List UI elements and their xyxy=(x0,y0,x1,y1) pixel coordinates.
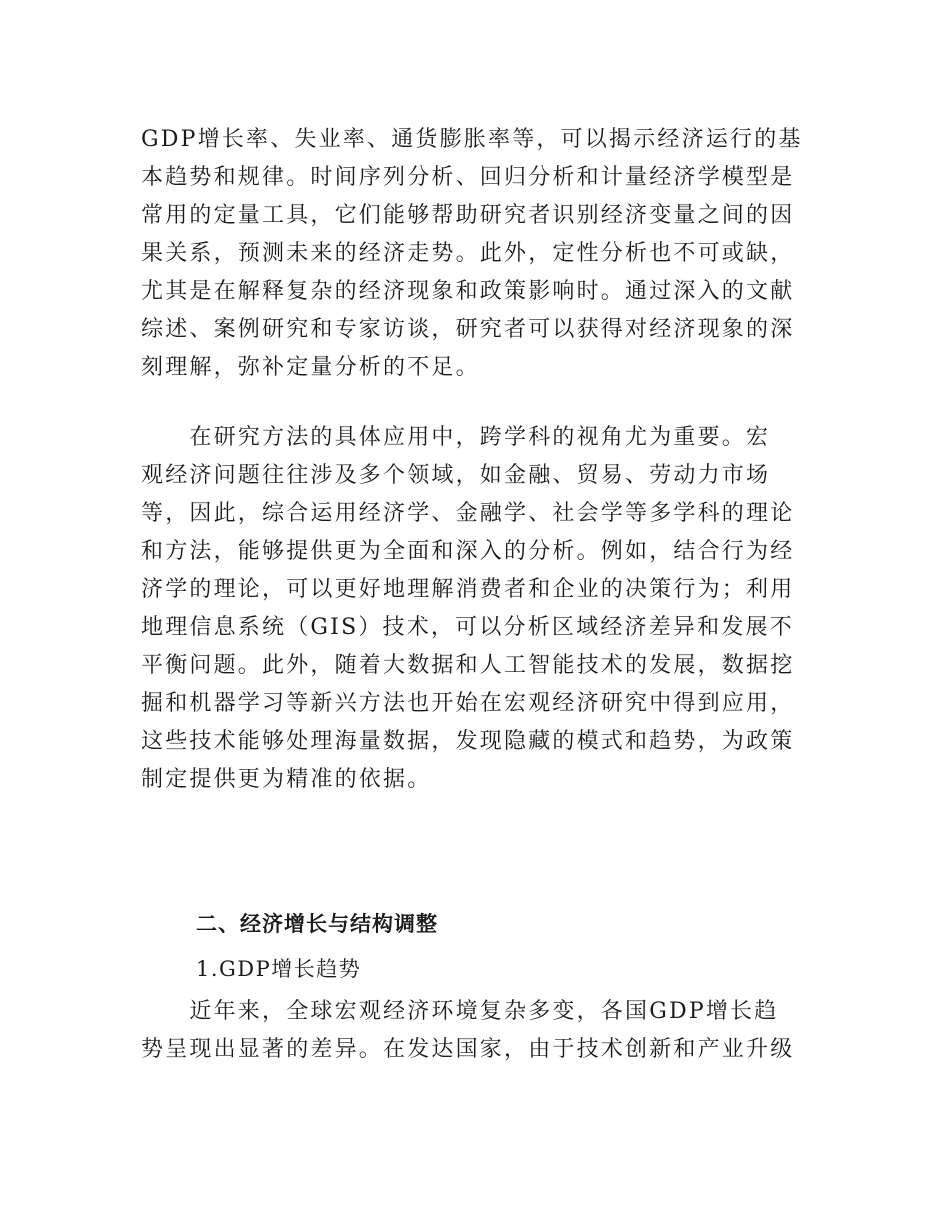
section-heading: 二、经济增长与结构调整 xyxy=(196,912,438,936)
paragraph-line: 在研究方法的具体应用中，跨学科的视角尤为重要。宏 xyxy=(141,425,771,450)
paragraph-line: 和方法，能够提供更为全面和深入的分析。例如，结合行为经 xyxy=(141,539,795,564)
paragraph-line: 综述、案例研究和专家访谈，研究者可以获得对经济现象的深 xyxy=(141,317,795,342)
paragraph-line: 平衡问题。此外，随着大数据和人工智能技术的发展，数据挖 xyxy=(141,653,795,678)
paragraph-line: 刻理解，弥补定量分析的不足。 xyxy=(141,355,480,380)
paragraph-line: 势呈现出显著的差异。在发达国家，由于技术创新和产业升级 xyxy=(141,1037,795,1062)
subsection-heading: 1.GDP增长趋势 xyxy=(196,957,362,981)
paragraph-line: 等，因此，综合运用经济学、金融学、社会学等多学科的理论 xyxy=(141,501,795,526)
paragraph-line: 果关系，预测未来的经济走势。此外，定性分析也不可或缺， xyxy=(141,241,795,266)
paragraph-line: 地理信息系统（GIS）技术，可以分析区域经济差异和发展不 xyxy=(141,615,794,640)
paragraph-line: 近年来，全球宏观经济环境复杂多变，各国GDP增长趋 xyxy=(141,999,779,1024)
paragraph-line: 掘和机器学习等新兴方法也开始在宏观经济研究中得到应用， xyxy=(141,691,795,716)
paragraph-line: 制定提供更为精准的依据。 xyxy=(141,767,432,792)
paragraph-line: 观经济问题往往涉及多个领域，如金融、贸易、劳动力市场 xyxy=(141,463,771,488)
paragraph-line: 济学的理论，可以更好地理解消费者和企业的决策行为；利用 xyxy=(141,577,795,602)
paragraph-line: 尤其是在解释复杂的经济现象和政策影响时。通过深入的文献 xyxy=(141,279,795,304)
paragraph-line: 本趋势和规律。时间序列分析、回归分析和计量经济学模型是 xyxy=(141,165,795,190)
paragraph-line: 这些技术能够处理海量数据，发现隐藏的模式和趋势，为政策 xyxy=(141,729,795,754)
paragraph-line: GDP增长率、失业率、通货膨胀率等，可以揭示经济运行的基 xyxy=(141,127,803,152)
paragraph-line: 常用的定量工具，它们能够帮助研究者识别经济变量之间的因 xyxy=(141,203,795,228)
